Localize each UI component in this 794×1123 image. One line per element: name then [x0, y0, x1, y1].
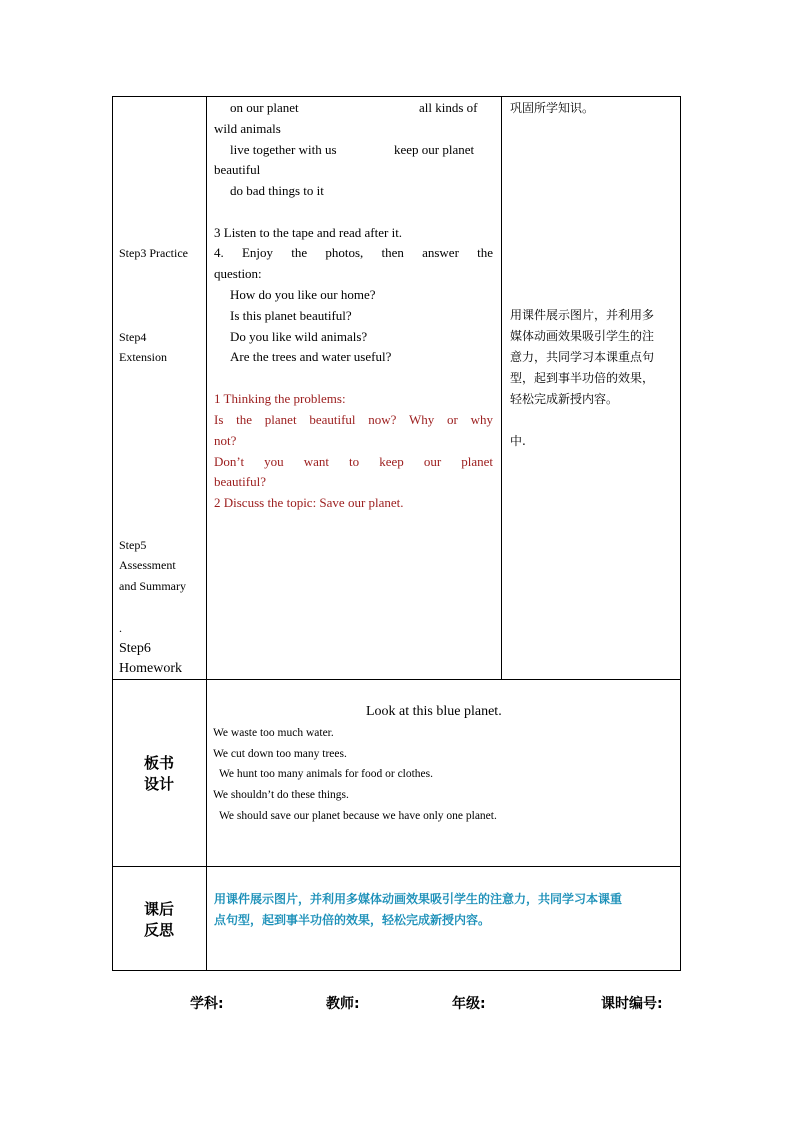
table-divider-board	[112, 679, 681, 680]
question-1: How do you like our home?	[230, 287, 376, 302]
question-2: Is this planet beautiful?	[230, 308, 352, 323]
table-border-right	[680, 96, 681, 971]
step4-label: Step4	[119, 330, 147, 344]
question-4: Are the trees and water useful?	[230, 349, 392, 364]
step5-sublabel-1: Assessment	[119, 558, 176, 572]
step4-sublabel: Extension	[119, 350, 167, 364]
step3-label: Step3 Practice	[119, 246, 188, 260]
reflection-text-2: 点句型，起到事半功倍的效果，轻松完成新授内容。	[214, 913, 491, 927]
extension-discuss: 2 Discuss the topic: Save our planet.	[214, 495, 404, 510]
step6-label: Step6	[119, 641, 151, 656]
purpose-consolidate: 巩固所学知识。	[510, 101, 595, 115]
practice-enjoy-photos: 4. Enjoy the photos, then answer the	[214, 245, 493, 260]
extension-question-1: Is the planet beautiful now? Why or why	[214, 412, 493, 427]
board-line-1: We waste too much water.	[213, 727, 334, 739]
board-title: Look at this blue planet.	[366, 704, 502, 719]
phrase-all-kinds-of: all kinds of	[419, 100, 478, 115]
step5-label: Step5	[119, 538, 147, 552]
phrase-do-bad-things: do bad things to it	[230, 183, 324, 198]
footer-subject: 学科:	[190, 996, 224, 1012]
extension-question-1b: not?	[214, 433, 237, 448]
footer-grade: 年级:	[452, 996, 486, 1012]
reflection-text-1: 用课件展示图片，并利用多媒体动画效果吸引学生的注意力，共同学习本课重	[214, 892, 623, 906]
purpose-line-3: 意力，共同学习本课重点句	[510, 350, 655, 364]
phrase-wild-animals: wild animals	[214, 121, 281, 136]
phrase-live-together: live together with us	[230, 142, 337, 157]
reflection-label-1: 课后	[144, 900, 175, 918]
board-line-2: We cut down too many trees.	[213, 748, 347, 760]
board-label-1: 板书	[144, 754, 175, 772]
purpose-line-2: 媒体动画效果吸引学生的注	[510, 329, 655, 343]
extension-question-2b: beautiful?	[214, 474, 266, 489]
extension-thinking: 1 Thinking the problems:	[214, 391, 346, 406]
table-border-top	[112, 96, 681, 97]
table-divider-reflection	[112, 866, 681, 867]
footer-teacher: 教师:	[326, 996, 360, 1012]
board-line-5: We should save our planet because we have only one planet.	[219, 810, 497, 822]
step-dot: .	[119, 621, 122, 635]
phrase-keep-our-planet: keep our planet	[394, 142, 475, 157]
board-label-2: 设计	[144, 775, 175, 793]
step5-sublabel-2: and Summary	[119, 579, 186, 593]
footer-lesson-number: 课时编号:	[601, 996, 663, 1012]
extension-question-2: Don’t you want to keep our planet	[214, 454, 493, 469]
purpose-line-5: 轻松完成新授内容。	[510, 392, 619, 406]
reflection-label-2: 反思	[144, 921, 175, 939]
purpose-line-4: 型，起到事半功倍的效果，	[510, 371, 655, 385]
table-border-bottom	[112, 970, 681, 971]
phrase-beautiful: beautiful	[214, 162, 261, 177]
table-column-divider-2	[501, 96, 502, 680]
table-border-left	[112, 96, 113, 971]
purpose-line-1: 用课件展示图片，并利用多	[510, 308, 655, 322]
practice-question-label: question:	[214, 266, 262, 281]
table-column-divider-1	[206, 96, 207, 971]
board-line-3: We hunt too many animals for food or clothes.	[219, 768, 434, 780]
phrase-on-our-planet: on our planet	[230, 100, 299, 115]
step6-sublabel: Homework	[119, 661, 182, 676]
question-3: Do you like wild animals?	[230, 329, 368, 344]
purpose-line-6: 中.	[510, 434, 526, 448]
practice-listen: 3 Listen to the tape and read after it.	[214, 225, 403, 240]
board-line-4: We shouldn’t do these things.	[213, 789, 349, 801]
